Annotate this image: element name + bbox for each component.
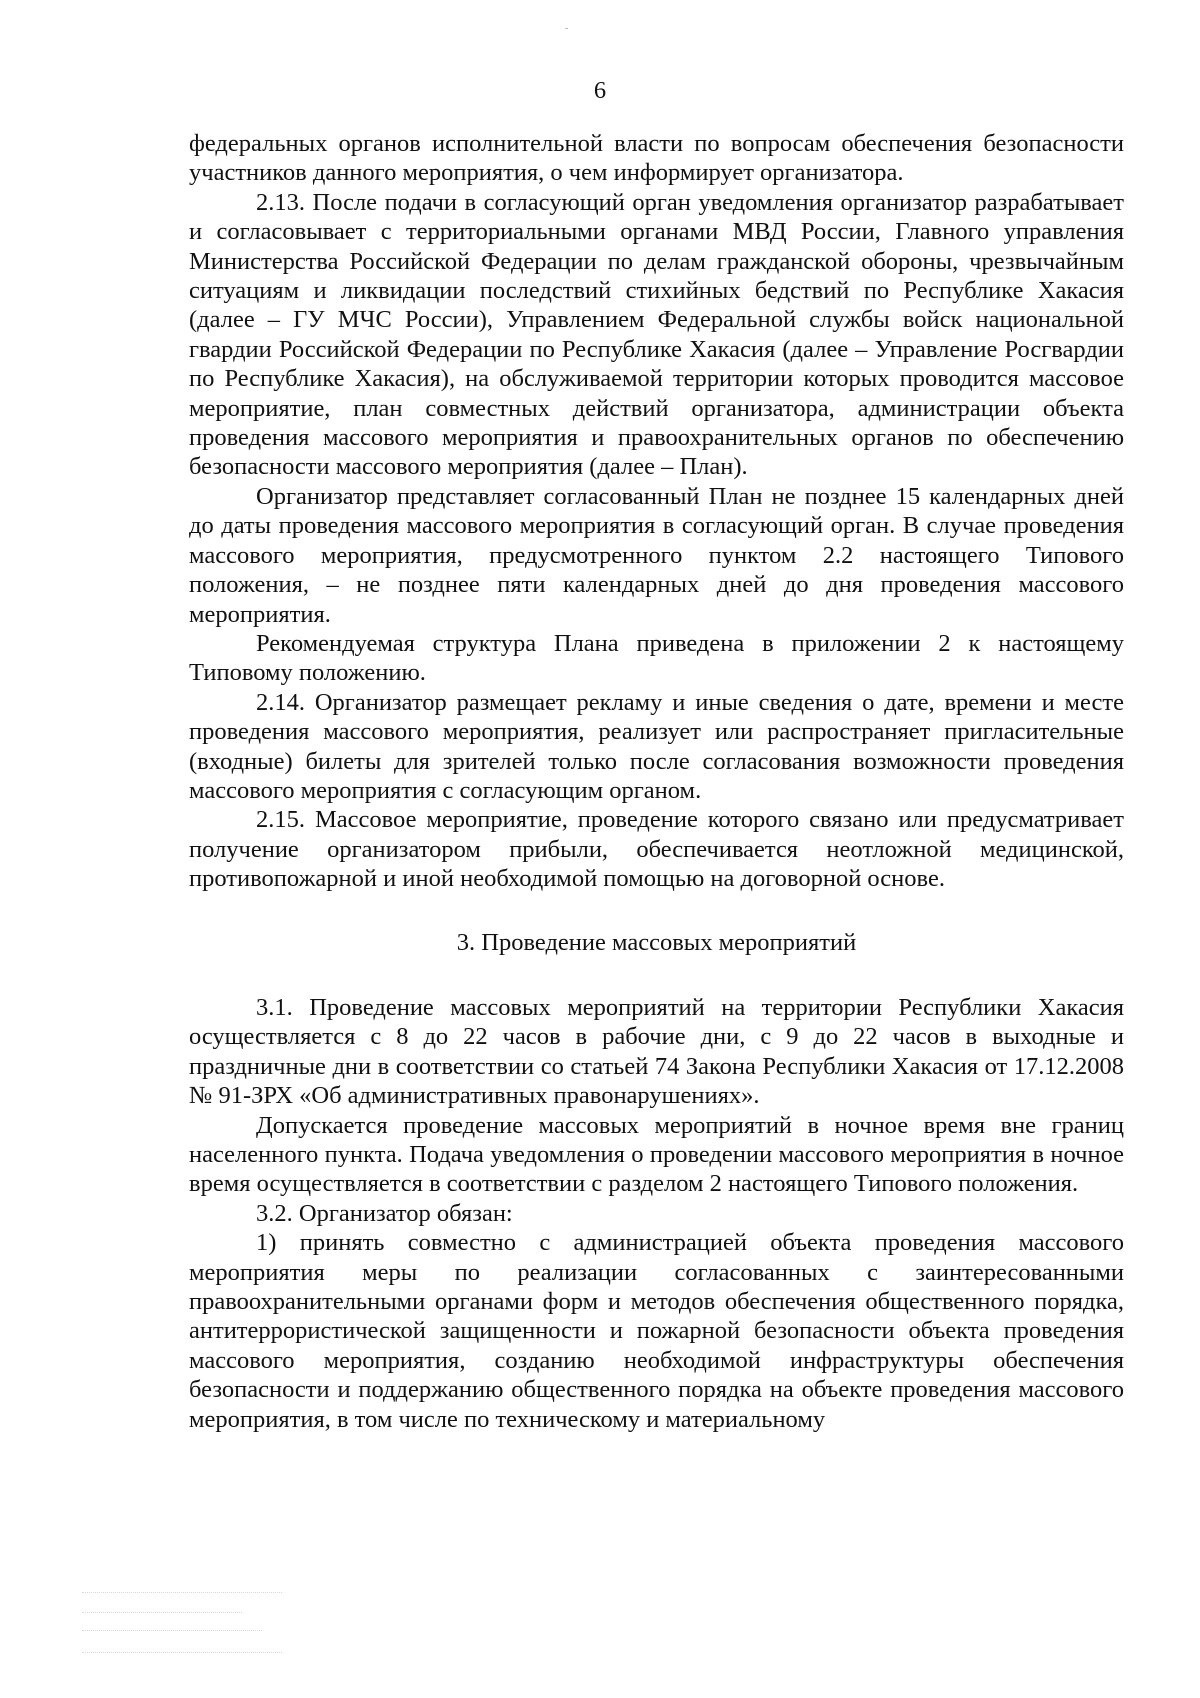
paragraph-2-13: 2.13. После подачи в согласующий орган уведомления организатор разрабатывает и согласовывает с территориальными органами МВД России, Главного управления Министерства Российской Федерации по делам гражданской обороны, чрезвычайным ситуациям и ликвидации последствий стихийных бедствий по Республике Хакасия (далее – ГУ МЧС России), Управлением Федеральной службы войск национальной гвардии Российской Федерации по Республике Хакасия (далее – Управление Росгвардии по Республике Хакасия), на обслуживаемой территории которых проводится массовое мероприятие, план совместных действий организатора, администрации объекта проведения массового мероприятия и правоохранительных органов по обеспечению безопасности массового мероприятия (далее – План). bbox=[189, 188, 1124, 481]
section-heading: 3. Проведение массовых мероприятий bbox=[456, 928, 857, 956]
page-number: 6 bbox=[593, 77, 607, 104]
scan-artifact bbox=[82, 1612, 242, 1613]
paragraph-plan-deadline: Организатор представляет согласованный План не позднее 15 календарных дней до даты проведения массового мероприятия в согласующий орган. В случае проведения массового мероприятия, предусмотренного пунктом 2.2 настоящего Типового положения, – не позднее пяти календарных дней до дня проведения массового мероприятия. bbox=[189, 482, 1124, 628]
paragraph-3-1: 3.1. Проведение массовых мероприятий на территории Республики Хакасия осуществляется с 8 до 22 часов в рабочие дни, с 9 до 22 часов в выходные и праздничные дни в соответствии со статьей 74 Закона Республики Хакасия от 17.12.2008 № 91-ЗРХ «Об административных правонарушениях». bbox=[189, 993, 1124, 1110]
scan-speck bbox=[565, 28, 568, 29]
scan-artifact bbox=[82, 1592, 282, 1593]
paragraph-3-2: 3.2. Организатор обязан: bbox=[256, 1199, 513, 1227]
paragraph-2-15: 2.15. Массовое мероприятие, проведение которого связано или предусматривает получение организатором прибыли, обеспечивается неотложной медицинской, противопожарной и иной необходимой помощью на договорной основе. bbox=[189, 806, 1124, 893]
paragraph-night-time: Допускается проведение массовых мероприятий в ночное время вне границ населенного пункта. Подача уведомления о проведении массового мероприятия в ночное время осуществляется в соответствии с разделом 2 настоящего Типового положения. bbox=[189, 1111, 1124, 1198]
document-body bbox=[189, 129, 1124, 1434]
paragraph-continuation: федеральных органов исполнительной власти по вопросам обеспечения безопасности участников данного мероприятия, о чем информирует организатора. bbox=[189, 130, 1124, 187]
paragraph-2-14: 2.14. Организатор размещает рекламу и иные сведения о дате, времени и месте проведения массового мероприятия, реализует или распространяет пригласительные (входные) билеты для зрителей только после согласования возможности проведения массового мероприятия с согласующим органом. bbox=[189, 688, 1124, 804]
scan-artifact bbox=[82, 1652, 282, 1653]
paragraph-3-2-item-1: 1) принять совместно с администрацией объекта проведения массового мероприятия меры по реализации согласованных с заинтересованными правоохранительными органами форм и методов обеспечения общественного порядка, антитеррористической защищенности и пожарной безопасности объекта проведения массового мероприятия, созданию необходимой инфраструктуры обеспечения безопасности и поддержанию общественного порядка на объекте проведения массового мероприятия, в том числе по техническому и материальному bbox=[189, 1229, 1124, 1433]
paragraph-plan-structure: Рекомендуемая структура Плана приведена в приложении 2 к настоящему Типовому положению. bbox=[189, 629, 1124, 687]
scan-artifact bbox=[82, 1630, 262, 1631]
